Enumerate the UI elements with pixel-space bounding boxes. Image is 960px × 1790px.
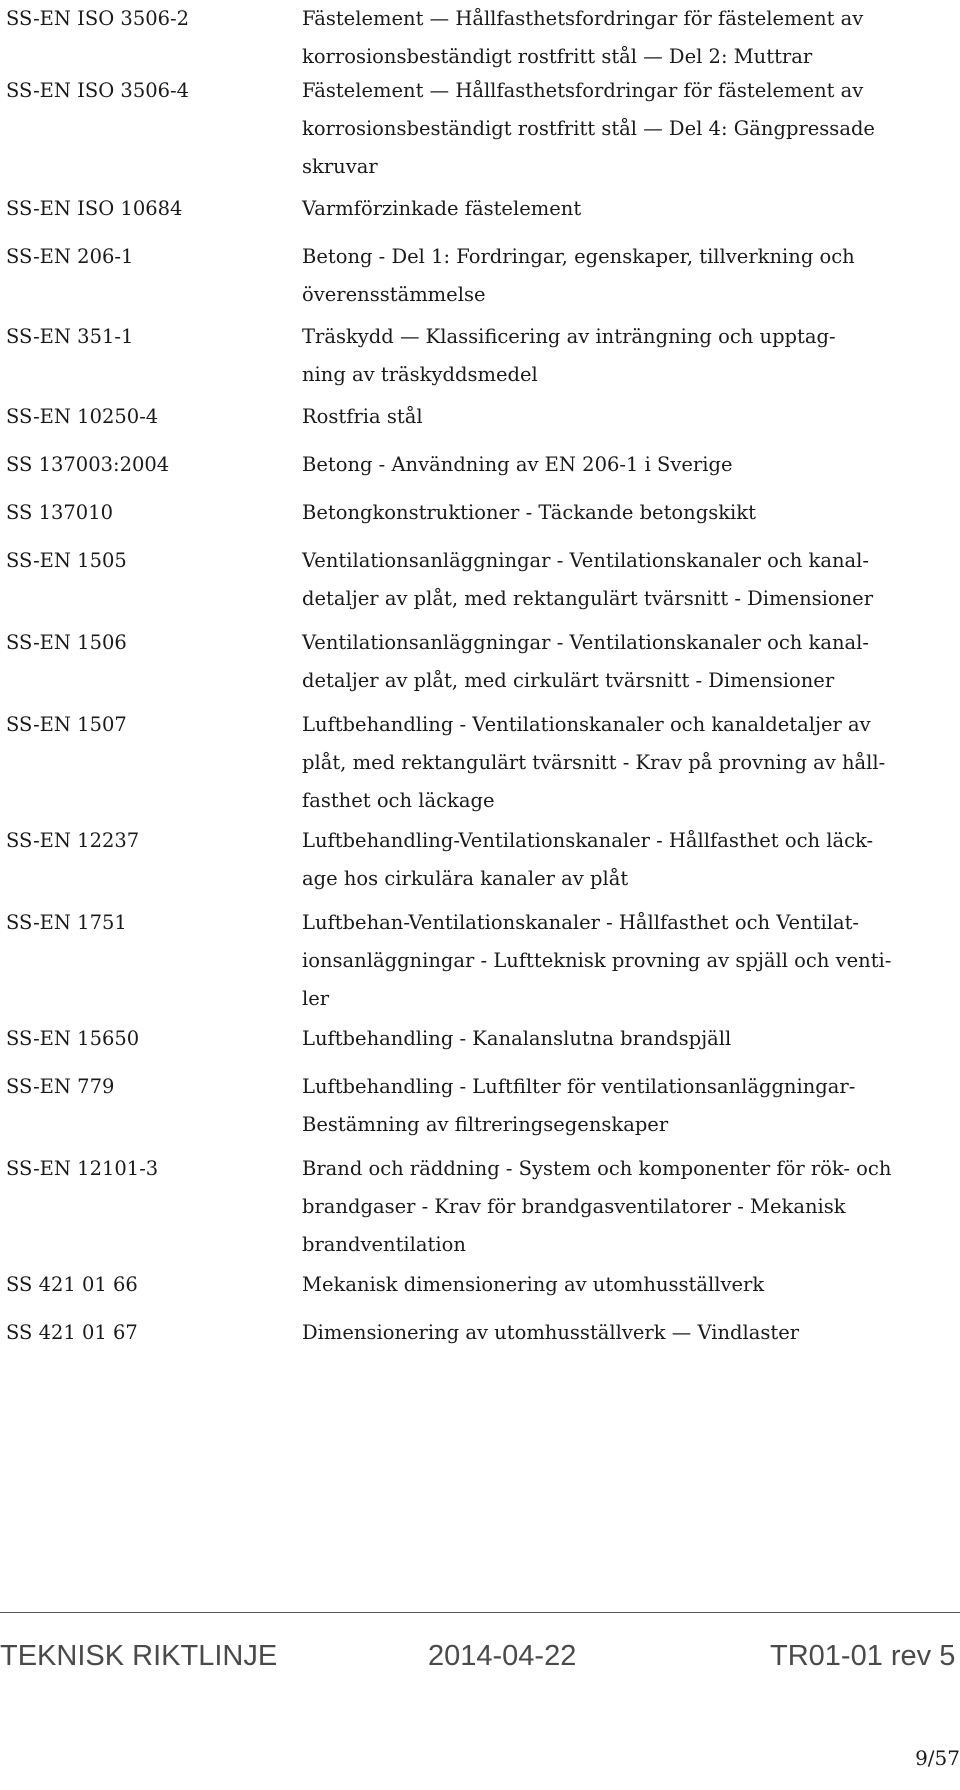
standard-title: [302, 1314, 952, 1352]
standard-title: [302, 446, 952, 484]
footer-doc-number: TR01-01: [770, 1640, 883, 1672]
standard-title-line: Fästelement — Hållfasthetsfordringar för fästelement av: [302, 79, 864, 102]
standard-title-line: Brand och räddning - System och komponenter för rök- och: [302, 1157, 892, 1180]
standard-code: SS-EN 12101-3: [6, 1157, 159, 1180]
standard-title: [302, 1020, 952, 1058]
standard-code: SS 137003:2004: [6, 453, 170, 476]
standard-title-line: Bestämning av filtreringsegenskaper: [302, 1113, 669, 1136]
standard-title-line: Luftbehandling-Ventilationskanaler - Hållfasthet och läck-: [302, 829, 874, 852]
standard-title-line: Betong - Del 1: Fordringar, egenskaper, tillverkning och: [302, 245, 855, 268]
standard-code: SS-EN 351-1: [6, 325, 134, 348]
standard-title-line: brandventilation: [302, 1233, 466, 1256]
standard-code: SS-EN 1505: [6, 549, 127, 572]
standard-title-line: Luftbehandling - Kanalanslutna brandspjäll: [302, 1027, 732, 1050]
standard-title-line: Luftbehandling - Luftfilter för ventilationsanläggningar-: [302, 1075, 856, 1098]
standard-title-line: ionsanläggningar - Luftteknisk provning av spjäll och venti-: [302, 949, 892, 972]
standard-title: [302, 822, 952, 898]
standard-title-line: Fästelement — Hållfasthetsfordringar för fästelement av: [302, 7, 864, 30]
standard-code: SS-EN 10250-4: [6, 405, 159, 428]
standard-code: SS-EN 12237: [6, 829, 140, 852]
standard-title-line: överensstämmelse: [302, 283, 486, 306]
footer-revision: rev 5: [890, 1640, 956, 1672]
standard-title: [302, 72, 952, 186]
standard-title-line: plåt, med rektangulärt tvärsnitt - Krav på provning av håll-: [302, 751, 886, 774]
standard-title-line: Dimensionering av utomhusställverk — Vindlaster: [302, 1321, 800, 1344]
standard-code: SS-EN 779: [6, 1075, 115, 1098]
standard-title: [302, 494, 952, 532]
standard-code: SS-EN 206-1: [6, 245, 134, 268]
standard-title-line: Luftbehan-Ventilationskanaler - Hållfasthet och Ventilat-: [302, 911, 860, 934]
footer-divider: [0, 1612, 960, 1613]
standard-title-line: korrosionsbeständigt rostfritt stål — Del 4: Gängpressade: [302, 117, 875, 140]
standard-title: [302, 542, 952, 618]
standard-code: SS-EN 1507: [6, 713, 127, 736]
standard-title-line: Betong - Användning av EN 206-1 i Sverige: [302, 453, 733, 476]
standard-title-line: Ventilationsanläggningar - Ventilationskanaler och kanal-: [302, 631, 869, 654]
standard-title-line: skruvar: [302, 155, 378, 178]
page-number: 9/57: [915, 1746, 960, 1770]
standard-code: SS-EN 1751: [6, 911, 127, 934]
standard-title: [302, 318, 952, 394]
standard-title-line: detaljer av plåt, med rektangulärt tvärsnitt - Dimensioner: [302, 587, 874, 610]
footer-document-type: TEKNISK RIKTLINJE: [0, 1640, 278, 1672]
standard-code: SS 421 01 66: [6, 1273, 138, 1296]
standard-title-line: Träskydd — Klassificering av inträngning och upptag-: [302, 325, 836, 348]
standard-title-line: Rostfria stål: [302, 405, 423, 428]
standard-title-line: ning av träskyddsmedel: [302, 363, 538, 386]
standard-code: SS-EN 1506: [6, 631, 127, 654]
page-footer: [0, 1622, 960, 1682]
standard-title: [302, 1150, 952, 1264]
standard-title-line: ler: [302, 987, 330, 1010]
standard-code: SS 421 01 67: [6, 1321, 138, 1344]
standard-title: [302, 190, 952, 228]
standard-title-line: fasthet och läckage: [302, 789, 495, 812]
standard-title: [302, 1266, 952, 1304]
standard-title-line: Luftbehandling - Ventilationskanaler och kanaldetaljer av: [302, 713, 871, 736]
standard-title: [302, 624, 952, 700]
standard-title: [302, 904, 952, 1018]
standard-code: SS-EN 15650: [6, 1027, 140, 1050]
footer-date: 2014-04-22: [428, 1640, 577, 1672]
standard-title: [302, 398, 952, 436]
standard-title: [302, 706, 952, 820]
standard-title-line: Varmförzinkade fästelement: [302, 197, 582, 220]
standard-title-line: Betongkonstruktioner - Täckande betongskikt: [302, 501, 756, 524]
footer-document-id: [770, 1640, 955, 1673]
standard-code: SS 137010: [6, 501, 114, 524]
standard-code: SS-EN ISO 3506-4: [6, 79, 190, 102]
standard-title: [302, 0, 952, 76]
standard-title-line: Mekanisk dimensionering av utomhusställverk: [302, 1273, 765, 1296]
standard-title-line: age hos cirkulära kanaler av plåt: [302, 867, 629, 890]
standard-title-line: Ventilationsanläggningar - Ventilationskanaler och kanal-: [302, 549, 869, 572]
standard-title-line: korrosionsbeständigt rostfritt stål — Del 2: Muttrar: [302, 45, 813, 68]
standard-title-line: detaljer av plåt, med cirkulärt tvärsnitt - Dimensioner: [302, 669, 835, 692]
standard-title: [302, 238, 952, 314]
standard-code: SS-EN ISO 3506-2: [6, 7, 190, 30]
standard-title: [302, 1068, 952, 1144]
standard-code: SS-EN ISO 10684: [6, 197, 183, 220]
standard-title-line: brandgaser - Krav för brandgasventilatorer - Mekanisk: [302, 1195, 846, 1218]
